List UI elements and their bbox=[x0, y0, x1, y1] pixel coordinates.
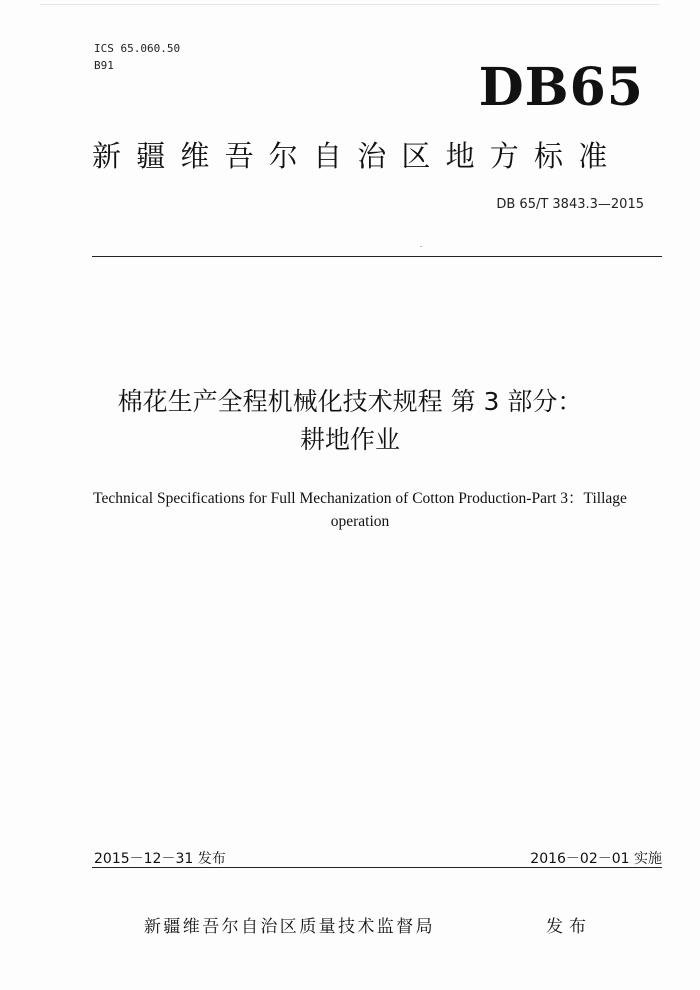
standard-type: 新疆维吾尔自治区地方标准 bbox=[92, 139, 623, 173]
header-divider bbox=[92, 256, 662, 257]
english-title bbox=[60, 487, 660, 533]
chinese-title-line-1: 棉花生产全程机械化技术规程 第 3 部分： bbox=[117, 387, 583, 416]
issue-date: 2015－12－31 发布 bbox=[94, 851, 226, 867]
ics-code: ICS 65.060.50 bbox=[94, 42, 181, 55]
english-title-line-2: operation bbox=[330, 513, 390, 530]
publisher-name: 新疆维吾尔自治区质量技术监督局 bbox=[144, 917, 435, 937]
standard-logo: DB65 bbox=[478, 57, 644, 118]
ccs-code: B91 bbox=[94, 59, 114, 72]
implementation-date: 2016－02－01 实施 bbox=[530, 851, 662, 867]
chinese-title-line-2: 耕地作业 bbox=[299, 425, 400, 454]
publish-label: 发布 bbox=[546, 917, 592, 937]
scan-speck bbox=[420, 246, 422, 247]
english-title-line-1: Technical Specifications for Full Mechanization of Cotton Production-Part 3：Tillage bbox=[93, 490, 627, 507]
scan-edge bbox=[40, 4, 660, 5]
chinese-title bbox=[0, 383, 700, 459]
standard-number: DB 65/T 3843.3—2015 bbox=[496, 197, 644, 212]
footer-divider bbox=[92, 867, 662, 868]
classification-codes bbox=[94, 40, 180, 74]
